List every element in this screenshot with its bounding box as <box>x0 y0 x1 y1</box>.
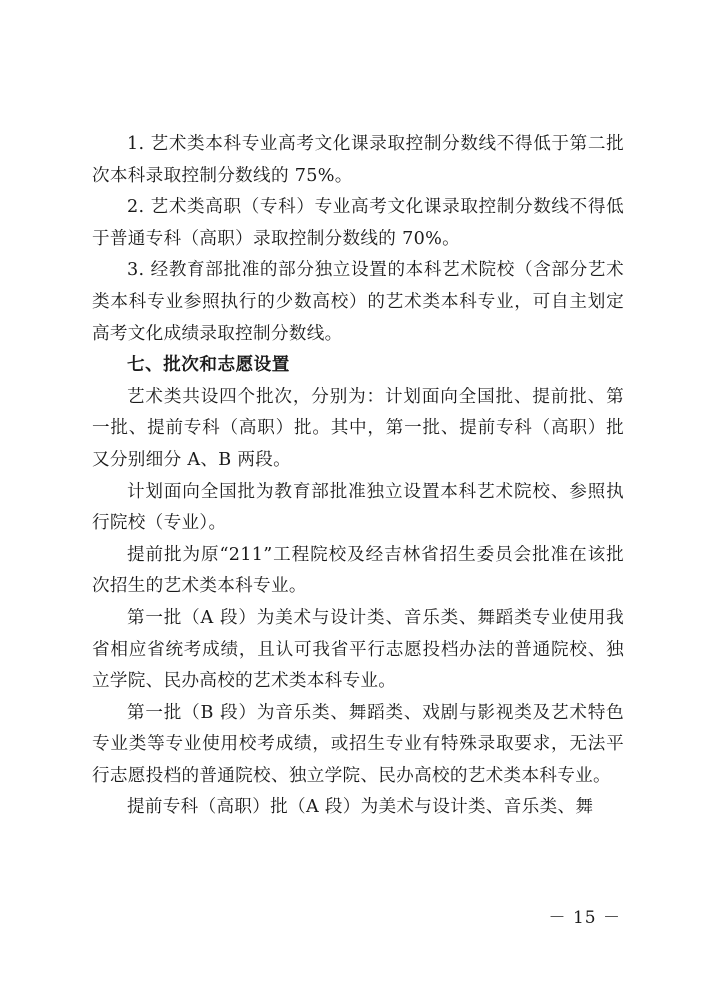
national-batch-paragraph: 计划面向全国批为教育部批准独立设置本科艺术院校、参照执行院校（专业）。 <box>92 481 624 534</box>
item-3-paragraph: 3. 经教育部批准的部分独立设置的本科艺术院校（含部分艺术类本科专业参照执行的少数高校）的艺术类本科专业，可自主划定高考文化成绩录取控制分数线。 <box>92 260 624 344</box>
section-7-heading: 七、批次和志愿设置 <box>127 355 290 376</box>
item-1-paragraph: 1. 艺术类本科专业高考文化课录取控制分数线不得低于第二批次本科录取控制分数线的 75%。 <box>92 134 624 186</box>
page-number: － 15 － <box>548 908 621 928</box>
first-batch-b-paragraph: 第一批（B 段）为音乐类、舞蹈类、戏剧与影视类及艺术特色专业类等专业使用校考成绩，或招生专业有特殊录取要求，无法平行志愿投档的普通院校、独立学院、民办高校的艺术类本科专业。 <box>92 702 624 786</box>
early-batch-paragraph: 提前批为原“211”工程院校及经吉林省招生委员会批准在该批次招生的艺术类本科专业。 <box>92 544 624 597</box>
first-batch-a-paragraph: 第一批（A 段）为美术与设计类、音乐类、舞蹈类专业使用我省相应省统考成绩，且认可我省平行志愿投档办法的普通院校、独立学院、民办高校的艺术类本科专业。 <box>92 607 624 692</box>
early-vocational-a-paragraph: 提前专科（高职）批（A 段）为美术与设计类、音乐类、舞 <box>127 797 594 818</box>
batches-overview-paragraph: 艺术类共设四个批次，分别为：计划面向全国批、提前批、第一批、提前专科（高职）批。其中，第一批、提前专科（高职）批又分别细分 A、B 两段。 <box>92 386 624 470</box>
document-body <box>92 129 624 824</box>
item-2-paragraph: 2. 艺术类高职（专科）专业高考文化课录取控制分数线不得低于普通专科（高职）录取控制分数线的 70%。 <box>92 197 624 249</box>
